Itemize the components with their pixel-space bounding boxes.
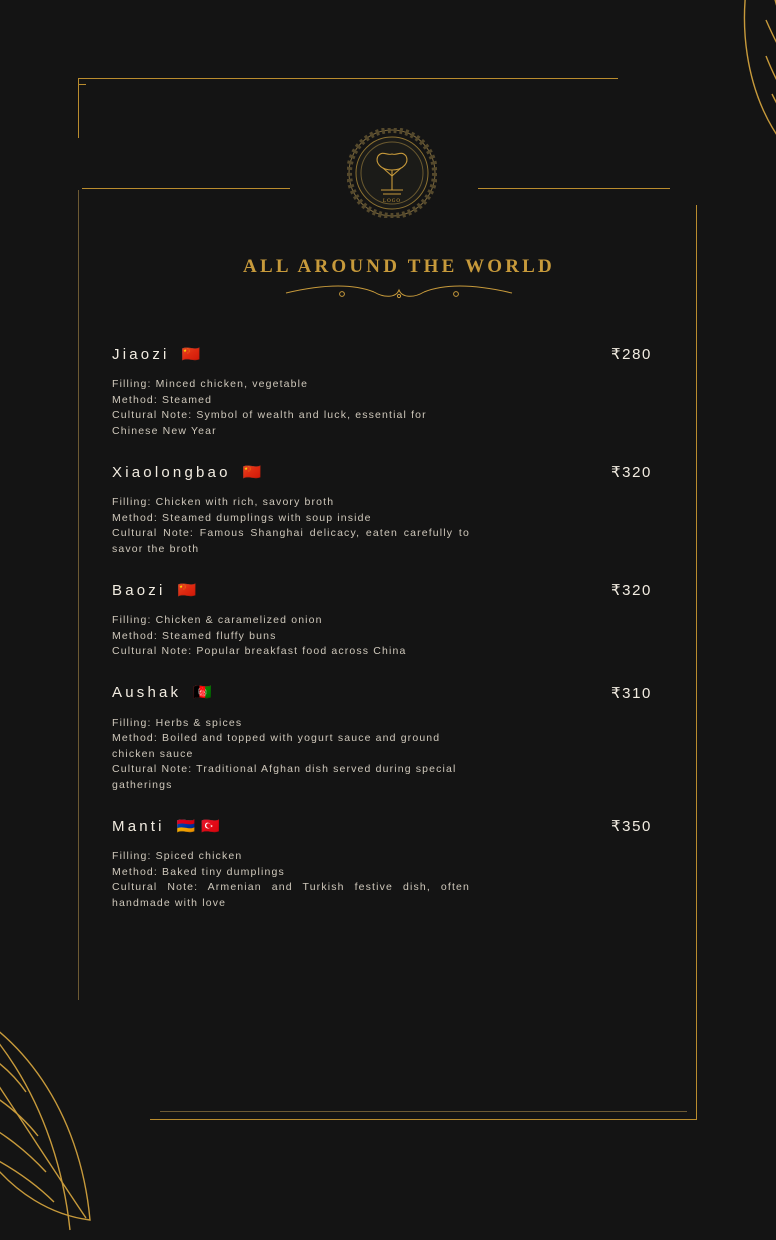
menu-item-cultural-note: Cultural Note: Famous Shanghai delicacy, eaten carefully to savor the broth xyxy=(112,527,470,555)
flag-icon: 🇦🇲 xyxy=(176,817,196,835)
menu-item-description xyxy=(112,495,470,557)
menu-item-title-group xyxy=(112,464,261,481)
menu-item-name: Xiaolongbao xyxy=(112,463,231,481)
menu-item-method: Method: Steamed xyxy=(112,393,213,406)
menu-item-flags xyxy=(178,583,197,598)
menu-item xyxy=(112,581,652,660)
flag-icon: 🇨🇳 xyxy=(242,463,262,481)
menu-item-title-group xyxy=(112,346,200,363)
flag-icon: 🇨🇳 xyxy=(181,345,201,363)
menu-item-method: Method: Boiled and topped with yogurt sauce and ground chicken sauce xyxy=(112,732,441,760)
menu-item-title-group xyxy=(112,818,220,835)
menu-item-filling: Filling: Spiced chicken xyxy=(112,850,243,862)
menu-item-name: Baozi xyxy=(112,581,166,599)
menu-item-header xyxy=(112,345,652,363)
header-rule-right xyxy=(478,188,670,189)
menu-item-description xyxy=(112,716,470,794)
flag-icon: 🇹🇷 xyxy=(201,817,221,835)
frame-line-top-left-vertical xyxy=(78,78,79,138)
heading-flourish xyxy=(0,282,776,309)
menu-item-price: ₹350 xyxy=(611,818,652,835)
page-title: ALL AROUND THE WORLD xyxy=(243,256,555,277)
menu-item-cultural-note: Cultural Note: Symbol of wealth and luck, essential for Chinese New Year xyxy=(112,409,427,437)
menu-item-method: Method: Steamed dumplings with soup inside xyxy=(112,511,372,524)
menu-item-header xyxy=(112,817,652,835)
frame-line-bottom-inner xyxy=(160,1111,687,1112)
menu-item-title-group xyxy=(112,582,196,599)
frame-corner-tick xyxy=(78,84,86,85)
menu-item-filling: Filling: Chicken & caramelized onion xyxy=(112,614,323,626)
menu-item-header xyxy=(112,581,652,599)
menu-item xyxy=(112,817,652,911)
frame-line-bottom xyxy=(150,1119,697,1120)
menu-item-title-group xyxy=(112,684,212,701)
svg-text:LOGO: LOGO xyxy=(383,199,401,204)
menu-item-filling: Filling: Chicken with rich, savory broth xyxy=(112,496,335,508)
menu-item-price: ₹320 xyxy=(611,464,652,481)
leaf-decoration-top-right xyxy=(576,0,776,260)
menu-item xyxy=(112,345,652,439)
leaf-decoration-bottom-left xyxy=(0,940,190,1240)
menu-item-price: ₹320 xyxy=(611,582,652,599)
brand-logo xyxy=(347,128,437,218)
menu-item-cultural-note: Cultural Note: Popular breakfast food across China xyxy=(112,645,407,657)
menu-item-flags xyxy=(177,819,220,834)
flag-icon: 🇦🇫 xyxy=(193,684,212,701)
menu-item-name: Aushak xyxy=(112,684,182,701)
frame-line-right xyxy=(696,205,697,1120)
menu-item-cultural-note: Cultural Note: Traditional Afghan dish served during special gatherings xyxy=(112,763,457,791)
menu-item-description xyxy=(112,849,470,911)
menu-item-cultural-note: Cultural Note: Armenian and Turkish festive dish, often handmade with love xyxy=(112,881,470,909)
menu-item xyxy=(112,684,652,794)
menu-item-flags xyxy=(193,685,212,700)
frame-line-top xyxy=(78,78,618,79)
frame-line-left xyxy=(78,190,79,1000)
menu-item-filling: Filling: Herbs & spices xyxy=(112,716,243,729)
menu-item-filling: Filling: Minced chicken, vegetable xyxy=(112,378,309,390)
menu-item-name: Manti xyxy=(112,817,165,835)
menu-item-header xyxy=(112,463,652,481)
menu-item-method: Method: Steamed fluffy buns xyxy=(112,629,277,642)
menu-item xyxy=(112,463,652,557)
flag-icon: 🇨🇳 xyxy=(177,581,197,599)
menu-item-flags xyxy=(182,347,201,362)
header-rule-left xyxy=(82,188,290,189)
menu-item-price: ₹310 xyxy=(611,684,652,702)
menu-item-flags xyxy=(243,465,262,480)
menu-item-method: Method: Baked tiny dumplings xyxy=(112,865,285,878)
menu-item-description xyxy=(112,377,470,439)
menu-item-name: Jiaozi xyxy=(112,345,170,363)
menu-item-description xyxy=(112,613,470,660)
menu-item-price: ₹280 xyxy=(611,346,652,363)
menu-list xyxy=(112,345,652,935)
menu-item-header xyxy=(112,684,652,702)
